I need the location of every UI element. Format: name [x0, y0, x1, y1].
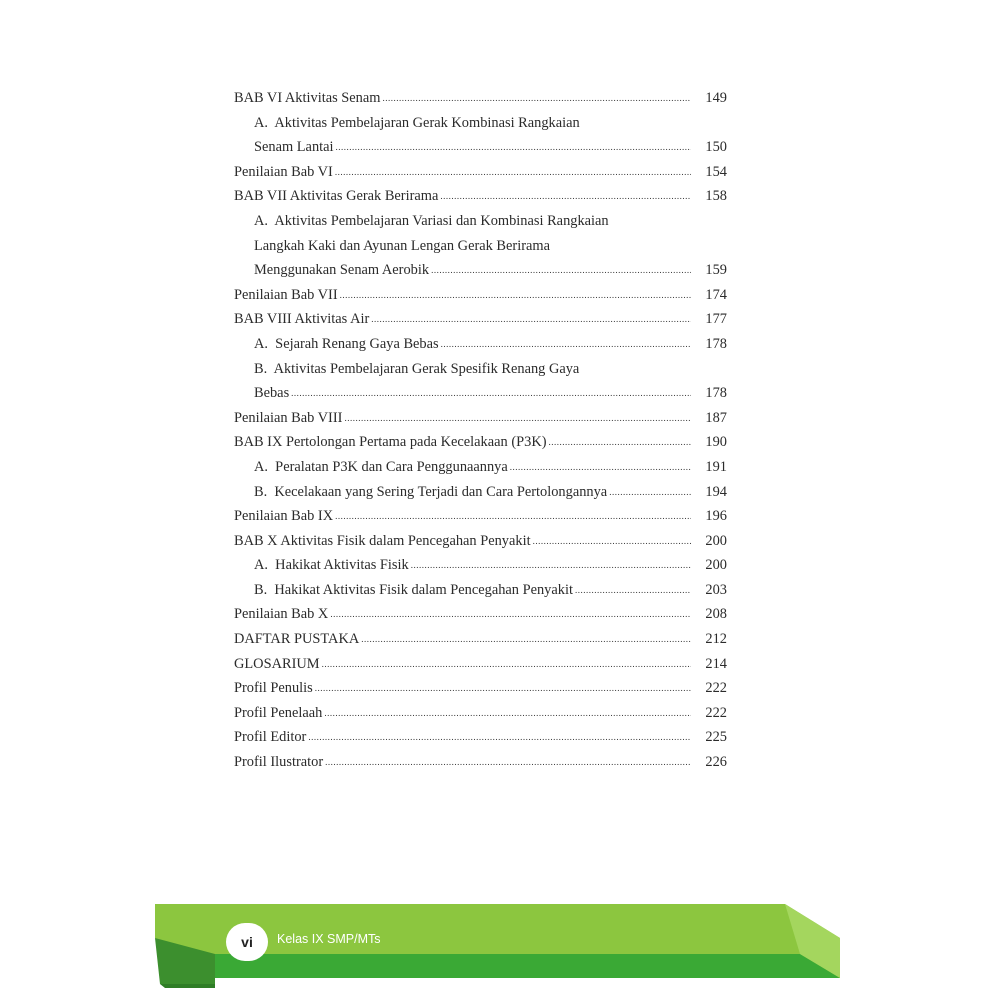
toc-entry-title: Menggunakan Senam Aerobik	[254, 262, 430, 279]
toc-entry-title: BAB VII Aktivitas Gerak Berirama	[234, 188, 439, 205]
toc-entry-label-row	[254, 258, 691, 283]
toc-leader-dots	[315, 676, 691, 701]
toc-entry-title: DAFTAR PUSTAKA	[234, 631, 360, 648]
toc-page-number: 158	[705, 188, 727, 205]
table-of-contents	[234, 86, 727, 775]
toc-page-number: 154	[705, 163, 727, 180]
toc-entry	[234, 529, 727, 554]
book-title: Kelas IX SMP/MTs	[277, 932, 381, 946]
toc-entry-label-row	[254, 480, 691, 505]
toc-entry-label-row	[234, 701, 691, 726]
toc-page-number: 226	[705, 754, 727, 771]
toc-entry-title: BAB VI Aktivitas Senam	[234, 90, 381, 106]
toc-leader-dots	[336, 135, 691, 160]
toc-entry-title: A. Aktivitas Pembelajaran Gerak Kombinasi Rangkaian	[254, 114, 580, 131]
toc-entry-label-row	[234, 725, 691, 750]
toc-entry	[234, 430, 727, 455]
toc-leader-dots	[371, 307, 691, 332]
page-number-badge: vi	[226, 923, 268, 961]
toc-page-number: 196	[705, 508, 727, 525]
toc-page-number: 194	[705, 483, 727, 500]
toc-entry-title: A. Sejarah Renang Gaya Bebas	[254, 335, 439, 352]
toc-leader-dots	[533, 529, 691, 554]
footer-band	[0, 880, 1000, 1000]
toc-leader-dots	[335, 504, 691, 529]
toc-entry	[234, 480, 727, 505]
toc-page-number: 200	[705, 557, 727, 574]
toc-leader-dots	[325, 750, 691, 775]
toc-entry-title: A. Aktivitas Pembelajaran Variasi dan Kombinasi Rangkaian	[254, 212, 609, 229]
toc-entry-title: Profil Editor	[234, 729, 307, 746]
toc-page-number: 222	[705, 680, 727, 697]
toc-page-number: 212	[705, 631, 727, 648]
toc-entry-title: A. Hakikat Aktivitas Fisik	[254, 557, 409, 574]
toc-entry	[234, 553, 727, 578]
toc-entry-label-row	[234, 529, 691, 554]
toc-entry-label-row	[234, 602, 691, 627]
toc-entry	[234, 381, 727, 406]
toc-leader-dots	[324, 701, 691, 726]
footer-band-shape	[0, 880, 1000, 1000]
toc-entry-label-row	[234, 676, 691, 701]
toc-leader-dots	[440, 184, 691, 209]
toc-entry-title: B. Kecelakaan yang Sering Terjadi dan Cara Pertolongannya	[254, 483, 608, 500]
toc-entry-title: BAB X Aktivitas Fisik dalam Pencegahan Penyakit	[234, 532, 531, 549]
toc-leader-dots	[431, 258, 691, 283]
toc-entry	[234, 578, 727, 603]
toc-entry-label-row	[234, 307, 691, 332]
toc-entry	[234, 455, 727, 480]
toc-page-number: 208	[705, 606, 727, 623]
toc-entry	[234, 332, 727, 357]
toc-entry-label-row	[254, 234, 691, 259]
toc-entry-title: B. Aktivitas Pembelajaran Gerak Spesifik Renang Gaya	[254, 360, 580, 377]
toc-entry-label-row	[234, 160, 691, 185]
toc-entry	[234, 184, 727, 209]
toc-entry-label-row	[234, 750, 691, 775]
toc-entry-label-row	[254, 455, 691, 480]
toc-entry-title: A. Peralatan P3K dan Cara Penggunaannya	[254, 458, 508, 475]
toc-page-number: 187	[705, 409, 727, 426]
toc-entry-title: Penilaian Bab VIII	[234, 409, 343, 426]
toc-page-number: 149	[705, 90, 727, 106]
toc-leader-dots	[322, 652, 691, 677]
toc-leader-dots	[575, 578, 691, 603]
toc-entry-label-row	[234, 184, 691, 209]
toc-entry-label-row	[234, 406, 691, 431]
toc-entry-title: BAB IX Pertolongan Pertama pada Kecelakaan (P3K)	[234, 434, 547, 451]
toc-entry	[234, 135, 727, 160]
toc-page-number: 190	[705, 434, 727, 451]
toc-entry	[234, 406, 727, 431]
toc-entry	[234, 676, 727, 701]
toc-entry	[234, 111, 727, 136]
toc-entry-label-row	[234, 430, 691, 455]
toc-entry-title: B. Hakikat Aktivitas Fisik dalam Pencegahan Penyakit	[254, 581, 573, 598]
toc-entry	[234, 357, 727, 382]
toc-entry	[234, 283, 727, 308]
toc-leader-dots	[549, 430, 692, 455]
toc-page-number: 177	[705, 311, 727, 328]
toc-page-number: 203	[705, 581, 727, 598]
toc-leader-dots	[361, 627, 691, 652]
toc-entry	[234, 258, 727, 283]
toc-entry-label-row	[254, 381, 691, 406]
toc-entry-label-row	[254, 578, 691, 603]
toc-entry-title: Profil Penelaah	[234, 704, 323, 721]
toc-entry-title: Senam Lantai	[254, 139, 334, 156]
toc-entry-label-row	[254, 332, 691, 357]
toc-entry	[234, 701, 727, 726]
toc-entry-title: Penilaian Bab VII	[234, 286, 338, 303]
toc-entry-label-row	[234, 283, 691, 308]
toc-entry-label-row	[254, 135, 691, 160]
toc-leader-dots	[344, 406, 691, 431]
toc-entry	[234, 504, 727, 529]
toc-page-number: 200	[705, 532, 727, 549]
toc-leader-dots	[308, 725, 691, 750]
toc-entry	[234, 234, 727, 259]
toc-entry-title: Profil Ilustrator	[234, 754, 324, 771]
toc-leader-dots	[330, 602, 691, 627]
toc-entry-label-row	[234, 652, 691, 677]
toc-entry-title: Penilaian Bab VI	[234, 163, 333, 180]
toc-entry-label-row	[254, 553, 691, 578]
toc-entry	[234, 86, 727, 111]
toc-entry	[234, 725, 727, 750]
toc-leader-dots	[340, 283, 691, 308]
toc-entry-label-row	[254, 357, 691, 382]
toc-page-number: 178	[705, 385, 727, 402]
toc-page-number: 159	[705, 262, 727, 279]
toc-entry-label-row	[234, 86, 691, 111]
toc-leader-dots	[510, 455, 691, 480]
toc-entry-label-row	[254, 209, 691, 234]
toc-entry-title: Bebas	[254, 385, 290, 402]
toc-entry-title: Penilaian Bab IX	[234, 508, 334, 525]
toc-entry-label-row	[254, 111, 691, 136]
toc-entry	[234, 209, 727, 234]
toc-page-number: 214	[705, 655, 727, 672]
toc-entry-title: Langkah Kaki dan Ayunan Lengan Gerak Berirama	[254, 237, 550, 254]
toc-entry	[234, 627, 727, 652]
toc-leader-dots	[382, 86, 691, 111]
toc-leader-dots	[609, 480, 691, 505]
toc-entry	[234, 750, 727, 775]
toc-entry-label-row	[234, 504, 691, 529]
toc-entry-title: Penilaian Bab X	[234, 606, 329, 623]
toc-entry-label-row	[234, 627, 691, 652]
toc-entry-title: BAB VIII Aktivitas Air	[234, 311, 370, 328]
toc-entry-title: Profil Penulis	[234, 680, 313, 697]
toc-leader-dots	[291, 381, 691, 406]
toc-page-number: 191	[705, 458, 727, 475]
toc-page-number: 150	[705, 139, 727, 156]
toc-entry	[234, 307, 727, 332]
toc-page-number: 225	[705, 729, 727, 746]
toc-entry-title: GLOSARIUM	[234, 655, 320, 672]
toc-leader-dots	[441, 332, 691, 357]
toc-leader-dots	[411, 553, 691, 578]
toc-entry	[234, 602, 727, 627]
toc-entry	[234, 652, 727, 677]
toc-page-number: 222	[705, 704, 727, 721]
toc-page-number: 178	[705, 335, 727, 352]
toc-entry	[234, 160, 727, 185]
toc-leader-dots	[335, 160, 691, 185]
toc-page-number: 174	[705, 286, 727, 303]
